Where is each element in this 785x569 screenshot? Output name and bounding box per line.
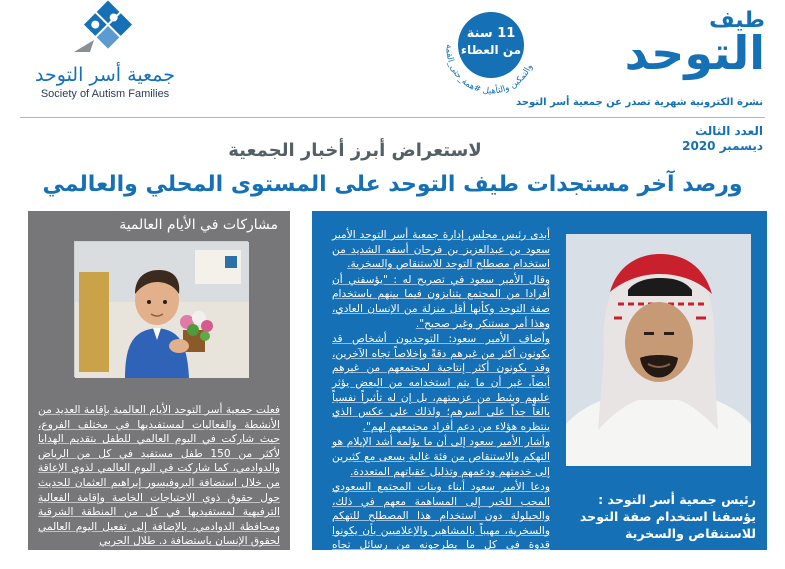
main-article: [312, 211, 767, 567]
issue-number: العدد الثالث: [695, 124, 763, 138]
side-column-body: فعلت جمعية أسر التوحد الأيام العالمية بإقامة العديد من الأنشطة والفعاليات لمستفيديها في مختلف الفروع، حيث شاركت في اليوم العالمي للطفل بتقديم الهدايا لأكثر من 150 طفل مستفيد في كل من الرياض والدوادمي، كما شاركت في اليوم العالمي لذوي الإعاقة من خلال استضافة البروفيسور إبراهيم العثمان للحديث حول حقوق ذوي الاحتياجات الخاصة وإقامة الفعالية الترفيهية لمستفيديها في كل من المنطقة الشرقية ومحافظة الدوادمي، بالإضافة إلى تفعيل اليوم العالمي لحقوق الإنسان باستضافة د. طلال الحربي: [38, 404, 280, 548]
badge-giving: من العطاء: [460, 43, 522, 57]
article-paragraph: وأشار الأمير سعود إلى أن ما يؤلمه أشد الإيلام هو التهكم والاستنقاص من فئة غالية يسعى مع كثيرين إلى خدمتهم ودعمهم وتذليل عقباتهم المتعددة.: [332, 436, 550, 478]
newsletter-title-big: التوحد: [624, 26, 765, 80]
headline-main: ورصد آخر مستجدات طيف التوحد على المستوى المحلي والعالمي: [42, 172, 743, 197]
side-column: [28, 211, 290, 550]
portrait-caption: رئيس جمعية أسر التوحد : يؤسفنا استخدام صفة التوحد للاستنقاص والسخرية: [579, 492, 756, 541]
newsletter-subtitle: نشرة الكترونية شهرية تصدر عن جمعية أسر التوحد: [516, 97, 763, 108]
chairman-portrait: [566, 234, 751, 466]
side-column-title: مشاركات في الأيام العالمية: [119, 217, 278, 233]
newsletter-title: [545, 8, 765, 80]
issue-info: [682, 124, 763, 154]
article-paragraph: ودعا الأمير سعود أبناء وبنات المجتمع السعودي المحب للخير إلى المساهمة معهم في ذلك، والحيلولة دون استخدام هذا المصطلح للتهكم والسخرية، مهيباً بالمشاهير والإعلاميين بأن يكونوا قدوة في كل ما يطرحونه من رسائل تجاه المجتمع.: [332, 481, 550, 567]
article-paragraph: أبدى رئيس مجلس إدارة جمعية أسر التوحد الأمير سعود بن عبدالعزيز بن فرحان أسفه الشديد من استخدام مصطلح التوحد للاستنقاص والسخرية.: [332, 229, 550, 271]
child-with-plant-photo: [74, 241, 248, 377]
newsletter-title-small: طيف: [709, 8, 765, 33]
issue-date: ديسمبر 2020: [682, 139, 763, 153]
chairman-portrait-illustration: [566, 234, 751, 466]
anniversary-ring-text: والتمكين والتأهيل #همة_حتى_القمة: [443, 43, 535, 97]
header-divider: [20, 117, 765, 118]
society-name-en: Society of Autism Families: [40, 88, 170, 100]
anniversary-badge: [458, 12, 524, 78]
article-paragraph: وقال الأمير سعود في تصريح له : "يؤسفني أن أفرادا من المجتمع يتنابزون فيما بينهم باستخدام صفة التوحد وكأنها أقل منزلة من الإنسان العادي، وهذا أمر مستنكر وغير صحيح".: [332, 273, 550, 330]
headline-intro: لاستعراض أبرز أخبار الجمعية: [228, 140, 482, 161]
main-article-body: [332, 228, 550, 569]
society-name-ar: جمعية أسر التوحد: [35, 64, 175, 86]
article-paragraph: وأضاف الأمير سعود: التوحديون أشخاص قد يكونون أكثر من غيرهم دقةً وإخلاصاً تجاه الآخرين، وقد يكونون أكثر إنتاجية لمجتمعهم من غيرهم أيضاً، غير أن ما يتم استخدامه من البعض يؤثر عليهم ويثبط من عزيمتهم، بل إن له تأثيراً نفسياً بالغاً جداً على أسرهم؛ ولذلك على عكس الذي ينتظره هؤلاء من دعم أفراد مجتمعهم لهم".: [332, 333, 550, 433]
society-logo-icon: [70, 2, 140, 56]
child-photo-illustration: [75, 242, 249, 378]
badge-years: 11 سنة: [466, 26, 516, 41]
